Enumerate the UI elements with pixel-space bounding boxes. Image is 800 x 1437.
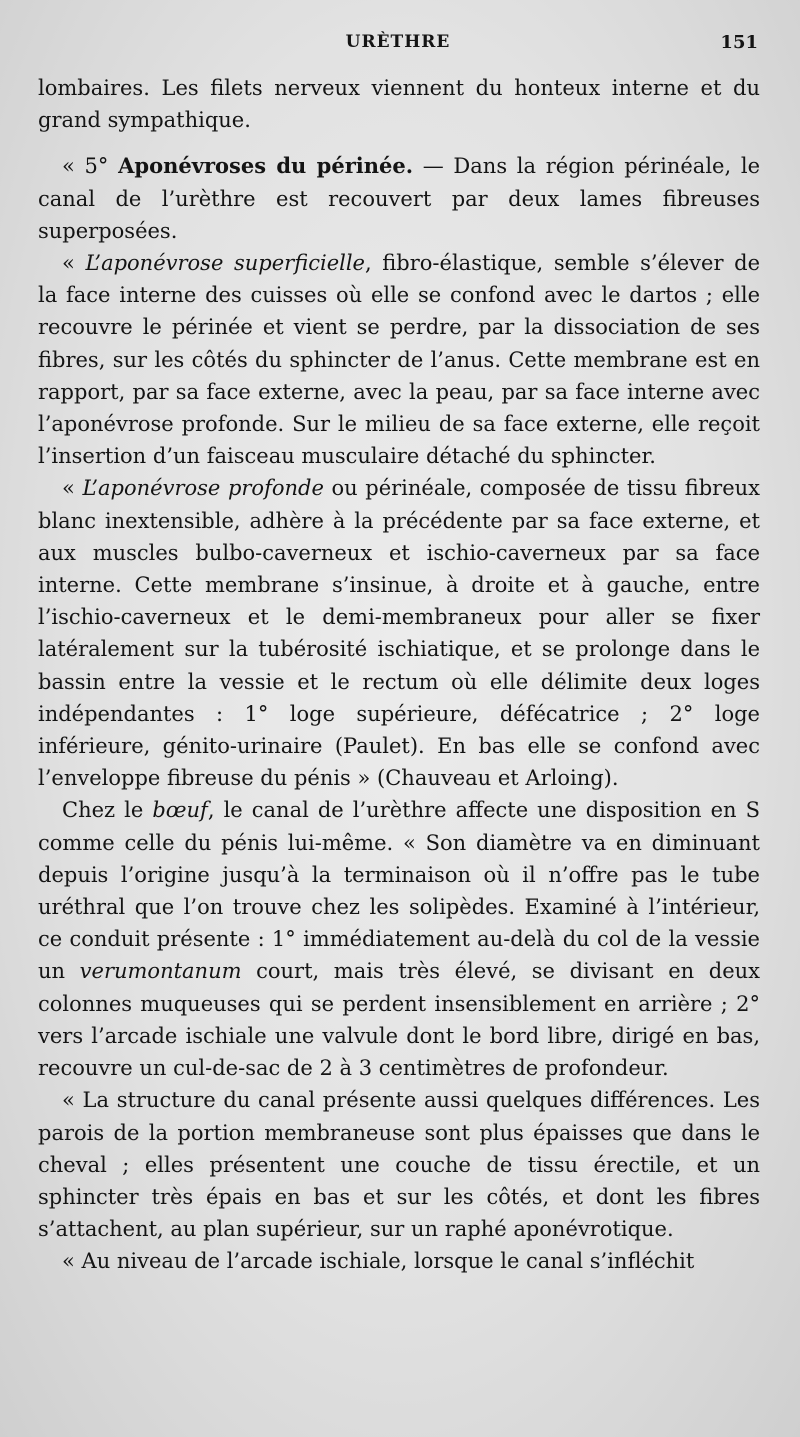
body-text — [38, 72, 760, 1278]
paragraph-structure — [38, 1084, 760, 1245]
paragraph-section-heading — [38, 150, 760, 247]
paragraph-continuation — [38, 72, 760, 136]
italic-term: bœuf — [152, 798, 208, 823]
paragraph-ox — [38, 794, 760, 1084]
page-header — [38, 32, 758, 60]
paragraph-text: « La structure du canal présente aussi quelques différences. Les parois de la portion membraneuse sont plus épaisses que dans le cheval ; elles présentent une couche de tissu érectile, et un sphincter très épais en bas et sur les côtés, et dont les fibres s’attachent, au plan supérieur, sur un raphé aponévrotique. — [38, 1088, 760, 1242]
italic-term: L’aponévrose superficielle — [85, 251, 365, 276]
paragraph-superficial-fascia — [38, 247, 760, 472]
paragraph-text: , fibro-élastique, semble s’élever de la face interne des cuisses où elle se confond avec le dartos ; elle recouvre le périnée et vient se perdre, par la dissociation de ses fibres, sur les côtés du sphincter de l’anus. Cette membrane est en rapport, par sa face externe, avec la peau, par sa face interne avec l’aponévrose profonde. Sur le milieu de sa face externe, elle reçoit l’insertion d’un faisceau musculaire détaché du sphincter. — [38, 251, 761, 469]
running-head: URÈTHRE — [345, 32, 451, 52]
paragraph-text: lombaires. Les filets nerveux viennent du honteux interne et du grand sympathique. — [38, 76, 760, 133]
paragraph-ischial-arch — [38, 1245, 760, 1277]
paragraph-lead: « — [62, 251, 86, 276]
paragraph-text: court, mais très élevé, se divisant en deux colonnes muqueuses qui se perdent insensiblement en arrière ; 2° vers l’arcade ischiale une valvule dont le bord libre, dirigé en bas, recouvre un cul-de-sac de 2 à 3 centimètres de profondeur. — [38, 959, 760, 1081]
paragraph-lead: Chez le — [62, 798, 153, 823]
paragraph-text: — Dans la région périnéale, le canal de l’urèthre est recouvert par deux lames fibreuses superposées. — [38, 154, 760, 243]
paragraph-lead: « — [62, 476, 83, 501]
page-number: 151 — [720, 32, 758, 53]
paragraph-text: ou périnéale, composée de tissu fibreux blanc inextensible, adhère à la précédente par sa face externe, et aux muscles bulbo-caverneux et ischio-caverneux par sa face interne. Cette membrane s’insinue, à droite et à gauche, entre l’ischio-caverneux et le demi-membraneux pour aller se fixer latéralement sur la tubérosité ischiatique, et se prolonge dans le bassin entre la vessie et le rectum où elle délimite deux loges indépendantes : 1° loge supérieure, défécatrice ; 2° loge inférieure, génito-urinaire (Paulet). En bas elle se confond avec l’enveloppe fibreuse du pénis » (Chauveau et Arloing). — [38, 476, 760, 791]
section-heading: Aponévroses du périnée. — [118, 153, 414, 179]
paragraph-lead: « 5° — [62, 154, 119, 179]
paragraph-text: « Au niveau de l’arcade ischiale, lorsque le canal s’infléchit — [62, 1249, 695, 1274]
paragraph-text: , le canal de l’urèthre affecte une disposition en S comme celle du pénis lui-même. « Son diamètre va en diminuant depuis l’origine jusqu’à la terminaison où il n’offre pas le tube uréthral que l’on trouve chez les solipèdes. Examiné à l’intérieur, ce conduit présente : 1° immédiatement au-delà du col de la vessie un — [38, 798, 760, 984]
italic-term: L’aponévrose profonde — [82, 476, 324, 501]
italic-term: verumontanum — [79, 959, 242, 984]
paragraph-deep-fascia — [38, 472, 760, 794]
